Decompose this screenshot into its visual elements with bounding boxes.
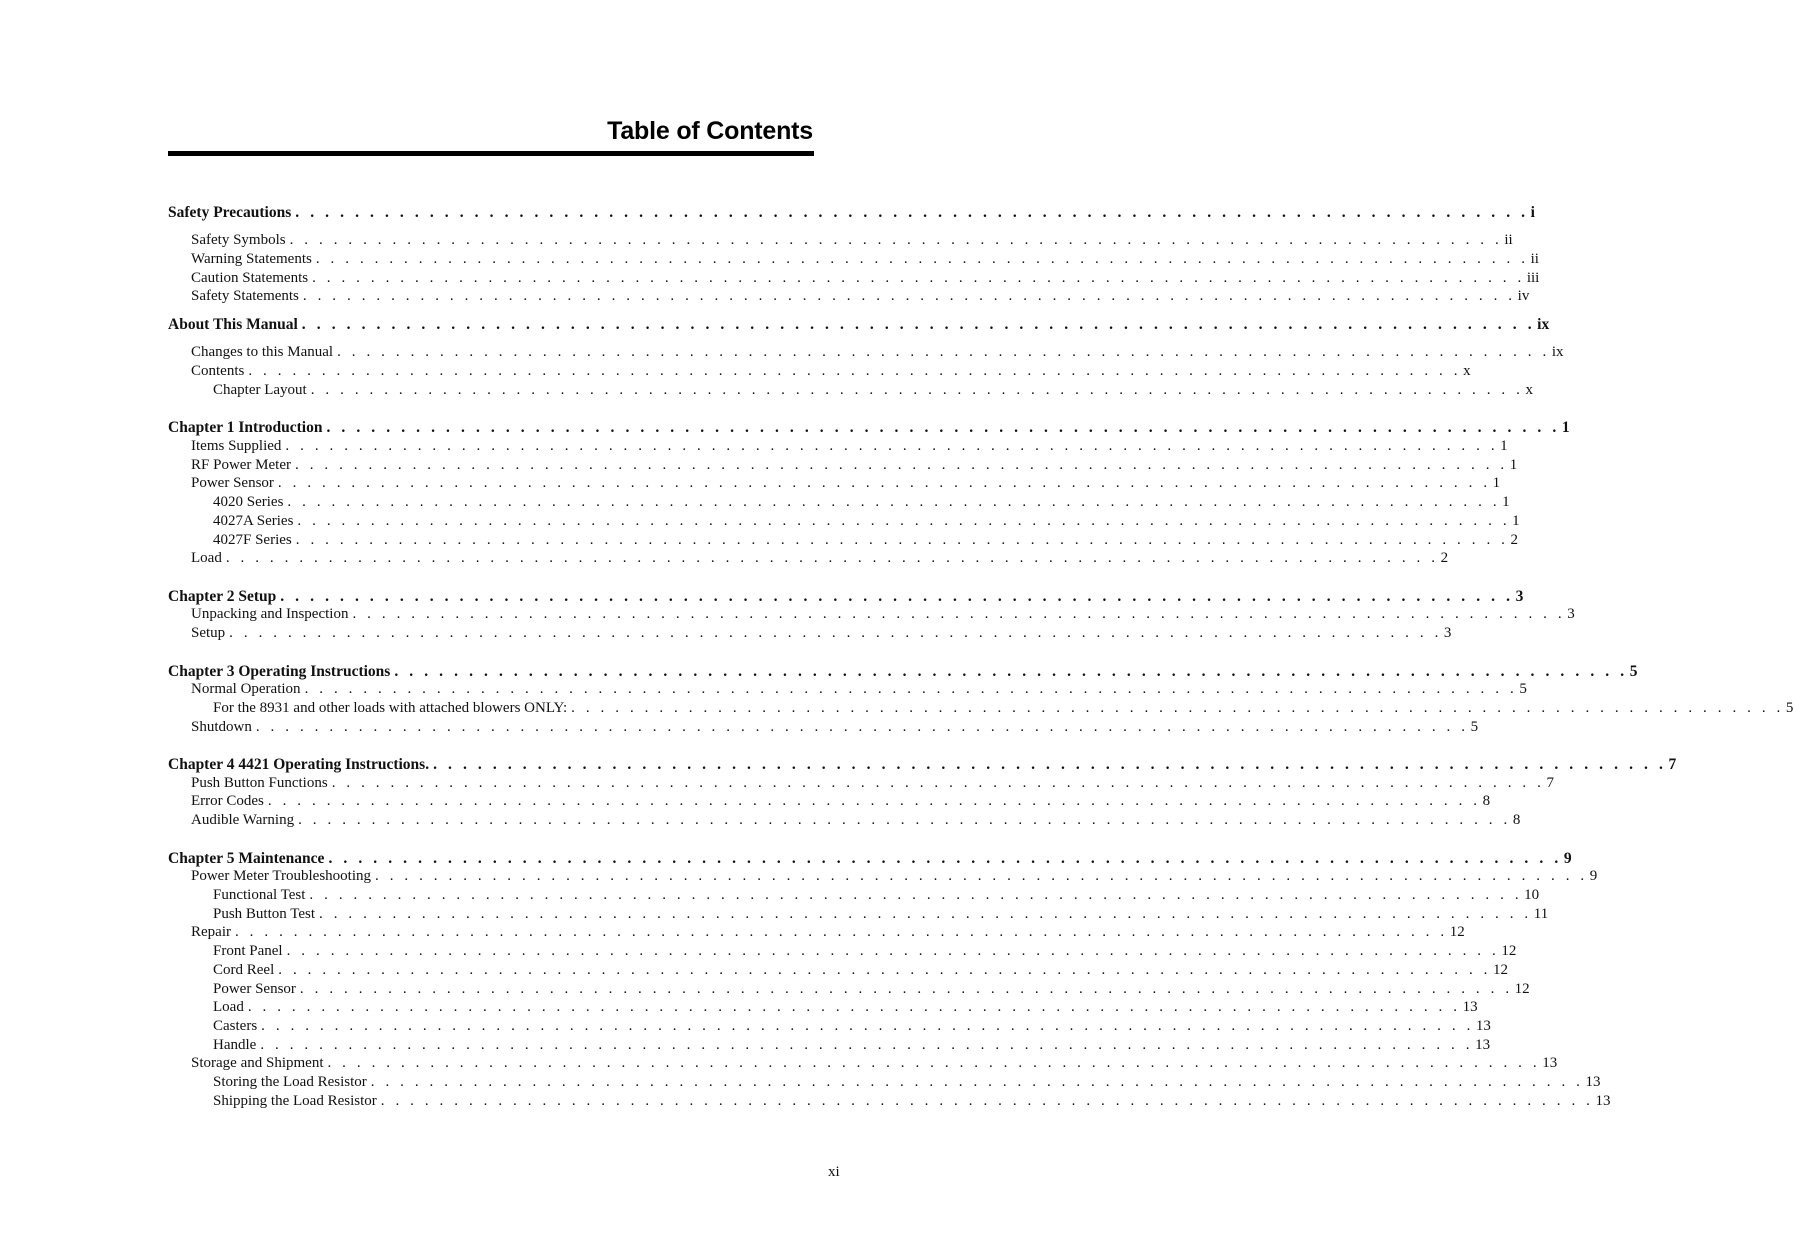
toc-dot-leader: . . . . . . . . . . . . . . . . . . . . . . . . . . . . . . . . . . . . . . . . . . . . . . . . . . . . . . . . . . . . . . . . . . . . . . . . . . . . . . . . . . . <box>234 924 1448 940</box>
toc-dot-leader: . . . . . . . . . . . . . . . . . . . . . . . . . . . . . . . . . . . . . . . . . . . . . . . . . . . . . . . . . . . . . . . . . . . . . . . . . . . . . . . . . . . <box>267 793 1481 809</box>
toc-chapter-entry[interactable] <box>168 418 1570 437</box>
toc-dot-leader: . . . . . . . . . . . . . . . . . . . . . . . . . . . . . . . . . . . . . . . . . . . . . . . . . . . . . . . . . . . . . . . . . . . . . . . . . . . . . . . . . . . <box>295 532 1509 548</box>
toc-dot-leader: . . . . . . . . . . . . . . . . . . . . . . . . . . . . . . . . . . . . . . . . . . . . . . . . . . . . . . . . . . . . . . . . . . . . . . . . . . . . . . . . . . . <box>280 588 1514 605</box>
toc-entry-label: Storing the Load Resistor <box>213 1074 367 1090</box>
toc-entry-page: 1 <box>1561 419 1570 436</box>
toc-entry-label: Safety Symbols <box>191 232 286 248</box>
toc-entry-label: Casters <box>213 1018 258 1034</box>
toc-entry[interactable] <box>191 867 1598 886</box>
toc-entry-page: 12 <box>1514 981 1530 997</box>
toc-dot-leader: . . . . . . . . . . . . . . . . . . . . . . . . . . . . . . . . . . . . . . . . . . . . . . . . . . . . . . . . . . . . . . . . . . . . . . . . . . . . . . . . . . . <box>278 962 1491 978</box>
toc-entry-label: RF Power Meter <box>191 457 291 473</box>
toc-dot-leader: . . . . . . . . . . . . . . . . . . . . . . . . . . . . . . . . . . . . . . . . . . . . . . . . . . . . . . . . . . . . . . . . . . . . . . . . . . . . . . . . . . . <box>289 232 1503 248</box>
toc-dot-leader: . . . . . . . . . . . . . . . . . . . . . . . . . . . . . . . . . . . . . . . . . . . . . . . . . . . . . . . . . . . . . . . . . . . . . . . . . . . . . . . . . . . <box>297 513 1511 529</box>
toc-entry-label: Shipping the Load Resistor <box>213 1093 377 1109</box>
toc-entry[interactable] <box>191 269 1540 288</box>
toc-entry-page: 5 <box>1785 700 1793 716</box>
toc-entry-label: Load <box>213 999 244 1015</box>
toc-dot-leader: . . . . . . . . . . . . . . . . . . . . . . . . . . . . . . . . . . . . . . . . . . . . . . . . . . . . . . . . . . . . . . . . . . . . . . . . . . . . . . . . . . . <box>331 775 1545 791</box>
toc-entry-label: Functional Test <box>213 887 306 903</box>
toc-dot-leader: . . . . . . . . . . . . . . . . . . . . . . . . . . . . . . . . . . . . . . . . . . . . . . . . . . . . . . . . . . . . . . . . . . . . . . . . . . . . . . . . . . . <box>255 719 1469 735</box>
toc-entry-page: 2 <box>1440 550 1449 566</box>
toc-dot-leader: . . . . . . . . . . . . . . . . . . . . . . . . . . . . . . . . . . . . . . . . . . . . . . . . . . . . . . . . . . . . . . . . . . . . . . . . . . . . . . . . . . . <box>295 457 1508 473</box>
toc-entry-label: Cord Reel <box>213 962 275 978</box>
toc-entry-page: 1 <box>1512 513 1520 529</box>
toc-dot-leader: . . . . . . . . . . . . . . . . . . . . . . . . . . . . . . . . . . . . . . . . . . . . . . . . . . . . . . . . . . . . . . . . . . . . . . . . . . . . . . . . . . . <box>302 288 1516 304</box>
toc-entry-label: Setup <box>191 625 226 641</box>
toc-entry-page: 2 <box>1510 532 1518 548</box>
toc-dot-leader: . . . . . . . . . . . . . . . . . . . . . . . . . . . . . . . . . . . . . . . . . . . . . . . . . . . . . . . . . . . . . . . . . . . . . . . . . . . . . . . . . . . <box>277 475 1491 491</box>
toc-entry-page: 12 <box>1449 924 1465 940</box>
toc-chapter-entry[interactable] <box>168 315 1550 334</box>
toc-entry[interactable] <box>213 1092 1611 1111</box>
toc-entry[interactable] <box>191 774 1554 793</box>
toc-entry-label: Load <box>191 550 222 566</box>
toc-entry-label: Changes to this Manual <box>191 344 334 360</box>
toc-entry[interactable] <box>191 1054 1558 1073</box>
toc-dot-leader: . . . . . . . . . . . . . . . . . . . . . . . . . . . . . . . . . . . . . . . . . . . . . . . . . . . . . . . . . . . . . . . . . . . . . . . . . . . . . . . . . . . <box>319 906 1532 922</box>
toc-entry-label: Safety Statements <box>191 288 299 304</box>
toc-entry[interactable] <box>191 718 1479 737</box>
toc-entry[interactable] <box>191 231 1513 250</box>
toc-chapter-entry[interactable] <box>168 203 1535 222</box>
toc-entry-page: 13 <box>1475 1037 1491 1053</box>
toc-entry-page: 12 <box>1493 962 1508 978</box>
toc-entry-page: iv <box>1517 288 1530 304</box>
toc-entry-page: 13 <box>1595 1093 1611 1109</box>
toc-entry-page: 10 <box>1524 887 1540 903</box>
toc-dot-leader: . . . . . . . . . . . . . . . . . . . . . . . . . . . . . . . . . . . . . . . . . . . . . . . . . . . . . . . . . . . . . . . . . . . . . . . . . . . . . . . . . . . <box>295 204 1529 221</box>
toc-entry[interactable] <box>191 792 1491 811</box>
toc-dot-leader: . . . . . . . . . . . . . . . . . . . . . . . . . . . . . . . . . . . . . . . . . . . . . . . . . . . . . . . . . . . . . . . . . . . . . . . . . . . . . . . . . . . <box>380 1093 1594 1109</box>
toc-entry[interactable] <box>191 811 1521 830</box>
toc-entry-page: 1 <box>1492 475 1501 491</box>
toc-entry-label: Caution Statements <box>191 270 309 286</box>
toc-entry-label: Error Codes <box>191 793 264 809</box>
toc-entry-page: 3 <box>1443 625 1452 641</box>
toc-dot-leader: . . . . . . . . . . . . . . . . . . . . . . . . . . . . . . . . . . . . . . . . . . . . . . . . . . . . . . . . . . . . . . . . . . . . . . . . . . . . . . . . . . . <box>287 494 1501 510</box>
toc-entry[interactable] <box>213 961 1508 980</box>
page-number: xi <box>828 1164 840 1180</box>
toc-dot-leader: . . . . . . . . . . . . . . . . . . . . . . . . . . . . . . . . . . . . . . . . . . . . . . . . . . . . . . . . . . . . . . . . . . . . . . . . . . . . . . . . . . . <box>285 438 1499 454</box>
toc-entry-label: 4020 Series <box>213 494 284 510</box>
toc-dot-leader: . . . . . . . . . . . . . . . . . . . . . . . . . . . . . . . . . . . . . . . . . . . . . . . . . . . . . . . . . . . . . . . . . . . . . . . . . . . . . . . . . . . <box>370 1074 1584 1090</box>
toc-entry[interactable] <box>191 680 1527 699</box>
toc-chapter-entry[interactable] <box>168 587 1524 606</box>
toc-chapter-entry[interactable] <box>168 755 1677 774</box>
toc-entry-page: 5 <box>1470 719 1479 735</box>
toc-entry-label: Storage and Shipment <box>191 1055 324 1071</box>
toc-entry[interactable] <box>213 493 1510 512</box>
toc-entry-page: i <box>1530 204 1535 221</box>
toc-entry-label: Push Button Functions <box>191 775 328 791</box>
toc-entry-page: 12 <box>1501 943 1517 959</box>
toc-entry-page: 9 <box>1589 868 1598 884</box>
toc-entry-label: Power Sensor <box>213 981 296 997</box>
toc-dot-leader: . . . . . . . . . . . . . . . . . . . . . . . . . . . . . . . . . . . . . . . . . . . . . . . . . . . . . . . . . . . . . . . . . . . . . . . . . . . . . . . . . . . <box>326 419 1560 436</box>
toc-dot-leader: . . . . . . . . . . . . . . . . . . . . . . . . . . . . . . . . . . . . . . . . . . . . . . . . . . . . . . . . . . . . . . . . . . . . . . . . . . . . . . . . . . . <box>433 756 1667 773</box>
toc-dot-leader: . . . . . . . . . . . . . . . . . . . . . . . . . . . . . . . . . . . . . . . . . . . . . . . . . . . . . . . . . . . . . . . . . . . . . . . . . . . . . . . . . . . <box>247 999 1461 1015</box>
toc-chapter-entry[interactable] <box>168 849 1572 868</box>
toc-entry-label: Power Meter Troubleshooting <box>191 868 371 884</box>
toc-chapter-entry[interactable] <box>168 662 1638 681</box>
toc-entry-label: Power Sensor <box>191 475 274 491</box>
toc-entry-page: 13 <box>1585 1074 1601 1090</box>
toc-dot-leader: . . . . . . . . . . . . . . . . . . . . . . . . . . . . . . . . . . . . . . . . . . . . . . . . . . . . . . . . . . . . . . . . . . . . . . . . . . . . . . . . . . . <box>309 887 1523 903</box>
toc-dot-leader: . . . . . . . . . . . . . . . . . . . . . . . . . . . . . . . . . . . . . . . . . . . . . . . . . . . . . . . . . . . . . . . . . . . . . . . . . . . . . . . . . . . <box>312 270 1525 286</box>
toc-entry-page: 3 <box>1567 606 1575 622</box>
toc-entry-label: 4027A Series <box>213 513 294 529</box>
toc-entry-label: About This Manual <box>168 316 298 333</box>
toc-entry-page: iii <box>1526 270 1540 286</box>
toc-entry-label: For the 8931 and other loads with attached blowers ONLY: <box>213 700 568 716</box>
toc-entry-label: Unpacking and Inspection <box>191 606 349 622</box>
toc-entry[interactable] <box>191 549 1449 568</box>
toc-dot-leader: . . . . . . . . . . . . . . . . . . . . . . . . . . . . . . . . . . . . . . . . . . . . . . . . . . . . . . . . . . . . . . . . . . . . . . . . . . . . . . . . . . . <box>337 344 1550 360</box>
toc-entry[interactable] <box>213 512 1520 531</box>
toc-entry[interactable] <box>213 886 1540 905</box>
page-title: Table of Contents <box>607 117 813 145</box>
toc-entry-label: Push Button Test <box>213 906 316 922</box>
toc-entry-page: ix <box>1551 344 1564 360</box>
toc-entry-label: Audible Warning <box>191 812 295 828</box>
toc-entry-label: Safety Precautions <box>168 204 292 221</box>
toc-entry-label: Contents <box>191 363 245 379</box>
toc-dot-leader: . . . . . . . . . . . . . . . . . . . . . . . . . . . . . . . . . . . . . . . . . . . . . . . . . . . . . . . . . . . . . . . . . . . . . . . . . . . . . . . . . . . <box>260 1037 1474 1053</box>
toc-entry[interactable] <box>191 362 1471 381</box>
toc-entry[interactable] <box>213 942 1517 961</box>
toc-entry[interactable] <box>191 437 1508 456</box>
toc-entry[interactable] <box>213 1073 1601 1092</box>
toc-entry-page: 1 <box>1509 457 1518 473</box>
toc-entry[interactable] <box>213 1036 1491 1055</box>
toc-entry[interactable] <box>213 1017 1491 1036</box>
toc-entry-page: ix <box>1537 316 1550 333</box>
toc-entry-page: 13 <box>1542 1055 1558 1071</box>
toc-entry[interactable] <box>191 287 1530 306</box>
toc-entry[interactable] <box>191 624 1452 643</box>
toc-entry-label: 4027F Series <box>213 532 292 548</box>
toc-dot-leader: . . . . . . . . . . . . . . . . . . . . . . . . . . . . . . . . . . . . . . . . . . . . . . . . . . . . . . . . . . . . . . . . . . . . . . . . . . . . . . . . . . . <box>261 1018 1474 1034</box>
toc-dot-leader: . . . . . . . . . . . . . . . . . . . . . . . . . . . . . . . . . . . . . . . . . . . . . . . . . . . . . . . . . . . . . . . . . . . . . . . . . . . . . . . . . . . <box>375 868 1588 884</box>
toc-dot-leader: . . . . . . . . . . . . . . . . . . . . . . . . . . . . . . . . . . . . . . . . . . . . . . . . . . . . . . . . . . . . . . . . . . . . . . . . . . . . . . . . . . . <box>327 1055 1541 1071</box>
toc-entry-page: x <box>1463 363 1471 379</box>
toc-entry-page: 11 <box>1533 906 1549 922</box>
toc-entry-label: Chapter 3 Operating Instructions <box>168 663 391 680</box>
toc-entry-page: x <box>1525 382 1533 398</box>
toc-entry[interactable] <box>191 343 1564 362</box>
toc-dot-leader: . . . . . . . . . . . . . . . . . . . . . . . . . . . . . . . . . . . . . . . . . . . . . . . . . . . . . . . . . . . . . . . . . . . . . . . . . . . . . . . . . . . <box>301 316 1536 333</box>
toc-entry-label: Chapter Layout <box>213 382 307 398</box>
toc-dot-leader: . . . . . . . . . . . . . . . . . . . . . . . . . . . . . . . . . . . . . . . . . . . . . . . . . . . . . . . . . . . . . . . . . . . . . . . . . . . . . . . . . . . <box>225 550 1439 566</box>
toc-entry-page: 8 <box>1482 793 1491 809</box>
toc-entry-page: 5 <box>1629 663 1638 680</box>
toc-entry-page: 13 <box>1475 1018 1491 1034</box>
toc-entry-label: Normal Operation <box>191 681 301 697</box>
toc-entry[interactable] <box>213 905 1549 924</box>
toc-entry[interactable] <box>213 980 1530 999</box>
toc-dot-leader: . . . . . . . . . . . . . . . . . . . . . . . . . . . . . . . . . . . . . . . . . . . . . . . . . . . . . . . . . . . . . . . . . . . . . . . . . . . . . . . . . . . <box>352 606 1566 622</box>
toc-entry-page: 13 <box>1462 999 1478 1015</box>
toc-entry-label: Chapter 4 4421 Operating Instructions. <box>168 756 430 773</box>
toc-dot-leader: . . . . . . . . . . . . . . . . . . . . . . . . . . . . . . . . . . . . . . . . . . . . . . . . . . . . . . . . . . . . . . . . . . . . . . . . . . . . . . . . . . . <box>304 681 1518 697</box>
toc-entry-page: 7 <box>1668 756 1677 773</box>
toc-entry-label: Chapter 2 Setup <box>168 588 277 605</box>
toc-entry[interactable] <box>191 250 1539 269</box>
toc-entry-page: 1 <box>1502 494 1510 510</box>
toc-entry[interactable] <box>191 923 1465 942</box>
toc-entry-page: 9 <box>1563 850 1572 867</box>
toc-dot-leader: . . . . . . . . . . . . . . . . . . . . . . . . . . . . . . . . . . . . . . . . . . . . . . . . . . . . . . . . . . . . . . . . . . . . . . . . . . . . . . . . . . . <box>571 700 1784 716</box>
toc-entry-page: 3 <box>1515 588 1524 605</box>
toc-dot-leader: . . . . . . . . . . . . . . . . . . . . . . . . . . . . . . . . . . . . . . . . . . . . . . . . . . . . . . . . . . . . . . . . . . . . . . . . . . . . . . . . . . . <box>394 663 1628 680</box>
toc-entry-label: Repair <box>191 924 231 940</box>
toc-entry[interactable] <box>191 474 1501 493</box>
toc-dot-leader: . . . . . . . . . . . . . . . . . . . . . . . . . . . . . . . . . . . . . . . . . . . . . . . . . . . . . . . . . . . . . . . . . . . . . . . . . . . . . . . . . . . <box>229 625 1442 641</box>
toc-dot-leader: . . . . . . . . . . . . . . . . . . . . . . . . . . . . . . . . . . . . . . . . . . . . . . . . . . . . . . . . . . . . . . . . . . . . . . . . . . . . . . . . . . . <box>298 812 1511 828</box>
toc-entry[interactable] <box>191 456 1518 475</box>
toc-entry[interactable] <box>191 605 1575 624</box>
toc-dot-leader: . . . . . . . . . . . . . . . . . . . . . . . . . . . . . . . . . . . . . . . . . . . . . . . . . . . . . . . . . . . . . . . . . . . . . . . . . . . . . . . . . . . <box>315 251 1529 267</box>
toc-entry[interactable] <box>213 998 1478 1017</box>
toc-dot-leader: . . . . . . . . . . . . . . . . . . . . . . . . . . . . . . . . . . . . . . . . . . . . . . . . . . . . . . . . . . . . . . . . . . . . . . . . . . . . . . . . . . . <box>286 943 1500 959</box>
toc-entry[interactable] <box>213 699 1793 718</box>
toc-entry-page: ii <box>1530 251 1539 267</box>
toc-entry-page: 5 <box>1519 681 1527 697</box>
toc-entry-label: Chapter 1 Introduction <box>168 419 323 436</box>
title-rule <box>168 151 814 156</box>
toc-entry[interactable] <box>213 381 1533 400</box>
toc-entry-page: 1 <box>1500 438 1508 454</box>
toc-entry-label: Warning Statements <box>191 251 312 267</box>
toc-dot-leader: . . . . . . . . . . . . . . . . . . . . . . . . . . . . . . . . . . . . . . . . . . . . . . . . . . . . . . . . . . . . . . . . . . . . . . . . . . . . . . . . . . . <box>299 981 1513 997</box>
toc-entry-label: Front Panel <box>213 943 283 959</box>
toc-entry-page: 7 <box>1546 775 1554 791</box>
toc-dot-leader: . . . . . . . . . . . . . . . . . . . . . . . . . . . . . . . . . . . . . . . . . . . . . . . . . . . . . . . . . . . . . . . . . . . . . . . . . . . . . . . . . . . <box>248 363 1462 379</box>
toc-entry-label: Handle <box>213 1037 257 1053</box>
toc-entry-page: ii <box>1504 232 1513 248</box>
toc-entry-page: 8 <box>1512 812 1521 828</box>
toc-entry[interactable] <box>213 531 1518 550</box>
toc-dot-leader: . . . . . . . . . . . . . . . . . . . . . . . . . . . . . . . . . . . . . . . . . . . . . . . . . . . . . . . . . . . . . . . . . . . . . . . . . . . . . . . . . . . <box>310 382 1524 398</box>
toc-entry-label: Chapter 5 Maintenance <box>168 850 325 867</box>
toc-entry-label: Shutdown <box>191 719 252 735</box>
toc-entry-label: Items Supplied <box>191 438 282 454</box>
toc-dot-leader: . . . . . . . . . . . . . . . . . . . . . . . . . . . . . . . . . . . . . . . . . . . . . . . . . . . . . . . . . . . . . . . . . . . . . . . . . . . . . . . . . . . <box>328 850 1562 867</box>
